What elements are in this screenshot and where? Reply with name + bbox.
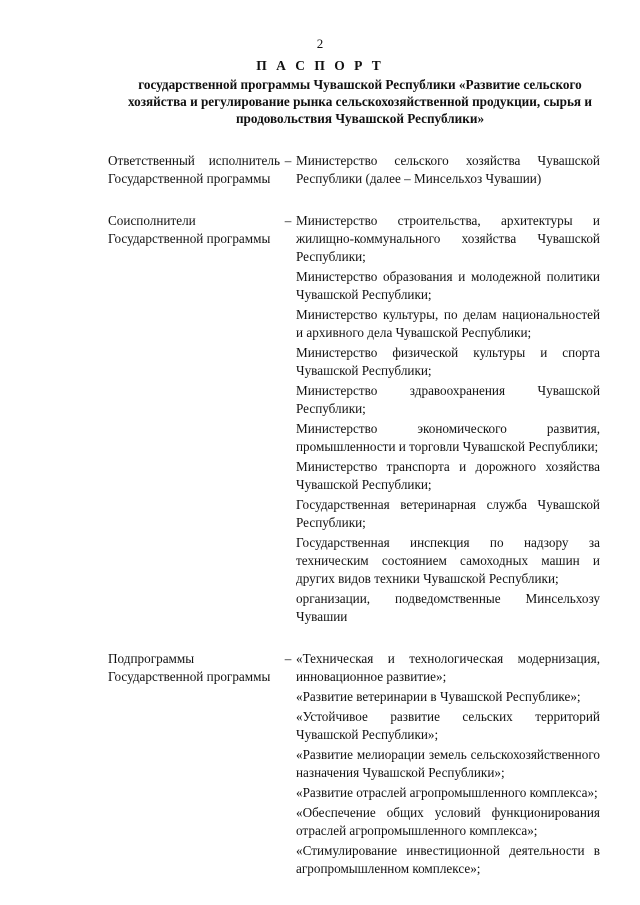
row-value [296, 212, 600, 628]
value-item: Министерство культуры, по делам национальностей и архивного дела Чувашской Республики; [296, 307, 600, 340]
value-item: Государственная инспекция по надзору за техническим состоянием самоходных машин и других видов техники Чувашской Республики; [296, 535, 600, 586]
value-item: Министерство транспорта и дорожного хозяйства Чувашской Республики; [296, 459, 600, 492]
value-item: «Развитие отраслей агропромышленного комплекса»; [296, 785, 598, 800]
passport-row-responsible [108, 152, 600, 190]
value-item: Министерство физической культуры и спорта Чувашской Республики; [296, 345, 600, 378]
passport-table [108, 152, 600, 902]
document-title: П А С П О Р Т [256, 58, 384, 73]
value-item: Министерство здравоохранения Чувашской Республики; [296, 383, 600, 416]
value-item: «Техническая и технологическая модернизация, инновационное развитие»; [296, 651, 600, 684]
document-subtitle: государственной программы Чувашской Республики «Развитие сельского хозяйства и регулирование рынка сельскохозяйственной продукции, сырья и продовольствия Чувашской Республики» [128, 77, 592, 126]
value-item: Министерство строительства, архитектуры и жилищно-коммунального хозяйства Чувашской Республики; [296, 213, 600, 264]
value-item: Государственная ветеринарная служба Чувашской Республики; [296, 497, 600, 530]
value-item: «Устойчивое развитие сельских территорий Чувашской Республики»; [296, 709, 600, 742]
passport-row-subprograms [108, 650, 600, 880]
value-item: «Развитие мелиорации земель сельскохозяйственного назначения Чувашской Республики»; [296, 747, 600, 780]
row-label: Ответственный исполнитель Государственной программы [108, 153, 280, 186]
value-item: «Развитие ветеринарии в Чувашской Республике»; [296, 689, 581, 704]
value-item: «Обеспечение общих условий функционирования отраслей агропромышленного комплекса»; [296, 805, 600, 838]
value-item: Министерство экономического развития, промышленности и торговли Чувашской Республики; [296, 421, 600, 454]
row-label: Соисполнители Государственной программы [108, 213, 271, 246]
row-dash: – [284, 651, 292, 666]
row-value [296, 152, 600, 190]
row-value [296, 650, 600, 880]
passport-row-coexecutors [108, 212, 600, 628]
row-dash: – [284, 153, 292, 168]
value-item: Министерство сельского хозяйства Чувашской Республики (далее – Минсельхоз Чувашии) [296, 153, 600, 186]
row-dash: – [284, 213, 292, 228]
row-label: Подпрограммы Государственной программы [108, 651, 271, 684]
value-item: организации, подведомственные Минсельхозу Чувашии [296, 591, 600, 624]
page-number: 2 [316, 36, 324, 51]
value-item: Министерство образования и молодежной политики Чувашской Республики; [296, 269, 600, 302]
value-item: «Стимулирование инвестиционной деятельности в агропромышленном комплексе»; [296, 843, 600, 876]
